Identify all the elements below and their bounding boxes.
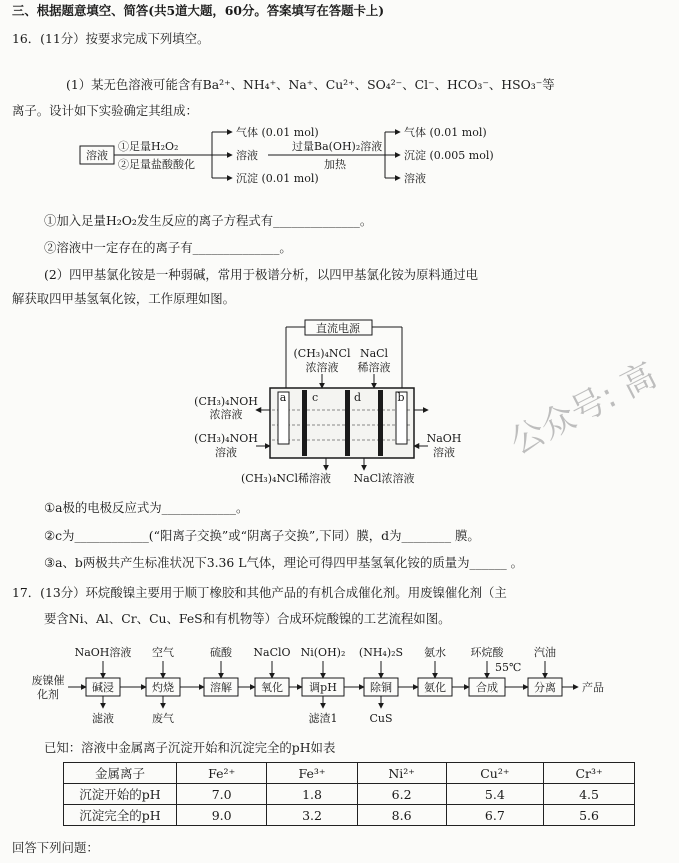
cell-in-left-1: (CH₃)₄NCl xyxy=(293,347,351,360)
flow17-start-1: 废镍催 xyxy=(31,674,65,687)
q17-known: 已知：溶液中金属离子沉淀开始和沉淀完全的pH如表 xyxy=(44,740,336,755)
flow17-step-2: 溶解 xyxy=(210,681,232,694)
table-cell: 6.2 xyxy=(357,784,446,805)
q16-part2-line2: 解获取四甲基氢氧化铵，工作原理如图。 xyxy=(12,291,236,306)
flow17-out-3: CuS xyxy=(369,712,393,725)
cell-in-right-bot-1: NaOH xyxy=(426,432,462,445)
flow1-step1b: ②足量盐酸酸化 xyxy=(118,158,195,171)
table-cell: 8.6 xyxy=(357,805,446,826)
q16-flow-diagram xyxy=(80,125,494,185)
flow17-reagent-8: 汽油 xyxy=(534,646,556,659)
flow17-step-7: 合成 xyxy=(476,681,498,694)
membrane-d-label: d xyxy=(354,391,362,404)
q17-process-flow xyxy=(32,645,605,725)
flow17-reagent-6: 氨水 xyxy=(424,646,446,659)
electrode-b-label: b xyxy=(397,391,405,404)
flow1-reagent: 过量Ba(OH)₂溶液 xyxy=(292,140,383,153)
table-cell: 沉淀完全的pH xyxy=(64,805,177,826)
flow1-gas2: 气体 (0.01 mol) xyxy=(404,126,487,139)
electrolysis-cell-diagram xyxy=(194,320,461,485)
q16-blank3: ①a极的电极反应式为____________。 xyxy=(44,500,249,515)
table-cell: 3.2 xyxy=(267,805,357,826)
flow1-step1a: ①足量H₂O₂ xyxy=(118,140,179,153)
flow1-start-label: 溶液 xyxy=(86,149,108,162)
q16-part1-line2: 离子。设计如下实验确定其组成： xyxy=(12,103,198,118)
q16-blank1: ①加入足量H₂O₂发生反应的离子方程式有______________。 xyxy=(44,213,373,228)
table-cell: 5.6 xyxy=(544,805,635,826)
cell-in-right-bot-2: 溶液 xyxy=(433,446,455,459)
table-header-cell: Ni²⁺ xyxy=(357,763,446,784)
table-cell: 6.7 xyxy=(446,805,544,826)
flow1-precip2: 沉淀 (0.005 mol) xyxy=(404,149,494,162)
flow17-step-1: 灼烧 xyxy=(152,681,174,694)
flow17-out-2: 滤渣1 xyxy=(308,712,338,725)
flow17-product: 产品 xyxy=(582,681,604,694)
table-header-cell: Cu²⁺ xyxy=(446,763,544,784)
ph-table xyxy=(63,762,635,826)
membrane-d xyxy=(378,390,383,456)
table-row xyxy=(64,763,635,784)
flow1-solution: 溶液 xyxy=(236,149,258,162)
flow1-gas: 气体 (0.01 mol) xyxy=(236,126,319,139)
membrane-c-label: c xyxy=(312,391,319,404)
flow17-reagent-3: NaClO xyxy=(253,646,291,659)
flow17-step-6: 氨化 xyxy=(424,681,446,694)
dc-power-label: 直流电源 xyxy=(316,322,360,335)
table-row xyxy=(64,805,635,826)
q16-title: 16．(11分）按要求完成下列填空。 xyxy=(12,31,210,46)
table-header-cell: 金属离子 xyxy=(64,763,177,784)
q16-part2-line1: (2）四甲基氯化铵是一种弱碱，常用于极谱分析，以四甲基氯化铵为原料通过电 xyxy=(44,267,478,282)
flow17-reagent-0: NaOH溶液 xyxy=(74,646,132,659)
flow17-reagent-1: 空气 xyxy=(152,646,174,659)
table-row xyxy=(64,784,635,805)
table-cell: 4.5 xyxy=(544,784,635,805)
cell-in-left-2: 浓溶液 xyxy=(305,361,339,374)
flow17-reagent-4: Ni(OH)₂ xyxy=(300,646,346,659)
q16-blank4: ②c为____________(“阳离子交换”或“阴离子交换”,下同）膜，d为________ 膜。 xyxy=(44,528,480,543)
flow17-out-0: 滤液 xyxy=(92,712,114,725)
table-header-cell: Fe²⁺ xyxy=(177,763,267,784)
membrane-mid xyxy=(345,390,350,456)
flow17-out-1: 废气 xyxy=(152,712,174,725)
q16-part1-line1: (1）某无色溶液可能含有Ba²⁺、NH₄⁺、Na⁺、Cu²⁺、SO₄²⁻、Cl⁻、HCO₃⁻、HSO₃⁻等 xyxy=(66,77,555,92)
cell-out-left-top-2: 浓溶液 xyxy=(209,408,243,421)
q17-title-line1: 17．(13分）环烷酸镍主要用于顺丁橡胶和其他产品的有机合成催化剂。用废镍催化剂（主 xyxy=(12,585,507,600)
cell-in-right-2: 稀溶液 xyxy=(357,361,391,374)
electrode-a-label: a xyxy=(279,391,287,404)
flow17-step-3: 氧化 xyxy=(261,681,283,694)
table-cell: 5.4 xyxy=(446,784,544,805)
flow1-precip: 沉淀 (0.01 mol) xyxy=(236,172,319,185)
cell-out-left-top-1: (CH₃)₄NOH xyxy=(194,395,258,408)
flow17-step-0: 碱浸 xyxy=(92,681,114,694)
flow17-step-4: 调pH xyxy=(309,681,337,694)
cell-in-left-bot-1: (CH₃)₄NOH xyxy=(194,432,258,445)
cell-tank xyxy=(270,388,414,458)
table-cell: 沉淀开始的pH xyxy=(64,784,177,805)
q17-answer-prompt: 回答下列问题： xyxy=(12,840,99,855)
cell-in-left-bot-2: 溶液 xyxy=(215,446,237,459)
flow17-step-8: 分离 xyxy=(534,681,556,694)
flow1-solution2: 溶液 xyxy=(404,172,426,185)
table-header-cell: Cr³⁺ xyxy=(544,763,635,784)
cell-bottom-left: (CH₃)₄NCl稀溶液 xyxy=(241,472,331,485)
cell-bottom-right: NaCl浓溶液 xyxy=(353,472,415,485)
q16-blank2: ②溶液中一定存在的离子有______________。 xyxy=(44,240,292,255)
cell-in-right-1: NaCl xyxy=(359,347,389,360)
table-header-cell: Fe³⁺ xyxy=(267,763,357,784)
flow17-reagent-5: (NH₄)₂S xyxy=(358,646,404,659)
flow17-step-5: 除铜 xyxy=(370,681,392,694)
flow1-heat: 加热 xyxy=(324,158,346,171)
section-header: 三、根据题意填空、简答(共5道大题，60分。答案填写在答题卡上) xyxy=(12,3,385,18)
membrane-c xyxy=(302,390,307,456)
table-cell: 1.8 xyxy=(267,784,357,805)
table-cell: 7.0 xyxy=(177,784,267,805)
flow17-start-2: 化剂 xyxy=(37,688,59,701)
flow17-temp: 55℃ xyxy=(495,661,522,674)
watermark: 公众号: 高 xyxy=(503,355,663,463)
q16-blank5: ③a、b两极共产生标准状况下3.36 L气体，理论可得四甲基氢氧化铵的质量为______ 。 xyxy=(44,555,524,570)
flow17-reagent-2: 硫酸 xyxy=(210,646,232,659)
flow17-reagent-7: 环烷酸 xyxy=(470,646,504,659)
q17-title-line2: 要含Ni、Al、Cr、Cu、FeS和有机物等）合成环烷酸镍的工艺流程如图。 xyxy=(44,611,451,626)
table-cell: 9.0 xyxy=(177,805,267,826)
